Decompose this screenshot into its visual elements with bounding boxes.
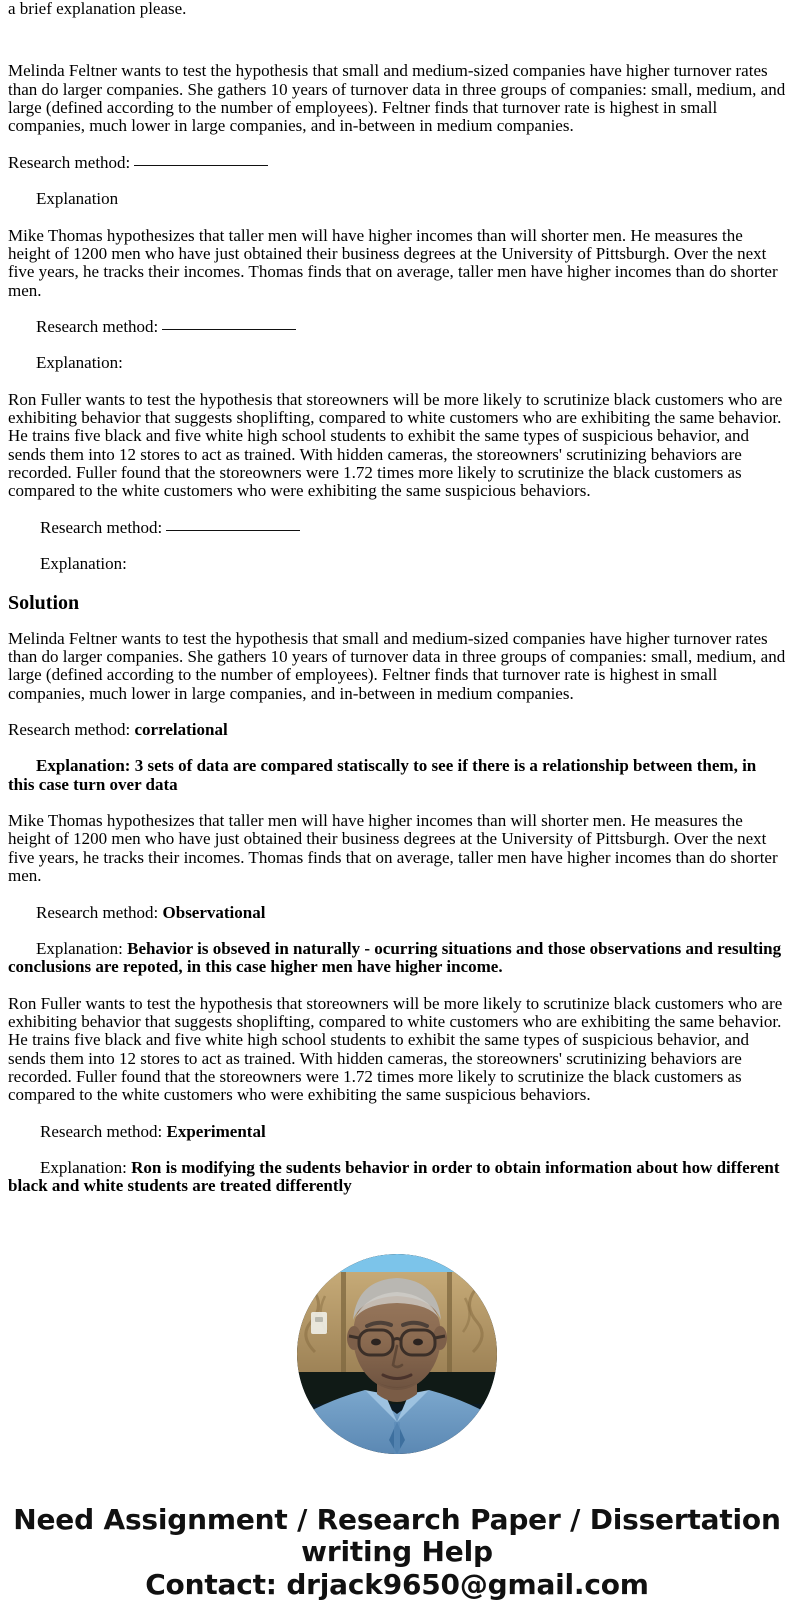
solution-paragraph-thomas: Mike Thomas hypothesizes that taller men will have higher incomes than will shorter men. He measures the height of 1200 men who have just obtained their business degrees at the University of Pittsburgh. Over the next five years, he tracks their incomes. Thomas finds that on average, taller men have higher incomes than do shorter men. <box>8 811 778 886</box>
research-method-answer: Experimental <box>166 1121 266 1141</box>
explanation-label: Explanation: <box>36 938 123 958</box>
research-method-answer: correlational <box>134 719 228 739</box>
research-method-label: Research method: <box>8 719 131 739</box>
promo-line-1: Need Assignment / Research Paper / Dissertation <box>13 1502 781 1536</box>
research-method-blank-input[interactable] <box>166 530 300 531</box>
avatar <box>297 1254 497 1454</box>
research-method-blank-input[interactable] <box>134 165 268 166</box>
solution-paragraph-feltner: Melinda Feltner wants to test the hypothesis that small and medium-sized companies have higher turnover rates than do larger companies. She gathers 10 years of turnover data in three groups of companies: small, medium, and large (defined according to the number of employees). Feltner finds that turnover rate is highest in small companies, much lower in large companies, and in-between in medium companies. <box>8 628 786 703</box>
research-method-line-fuller <box>8 519 786 537</box>
research-method-blank-input[interactable] <box>162 329 296 330</box>
top-fragment-text: a brief explanation please. <box>8 0 187 18</box>
research-method-label: Research method: <box>36 316 159 336</box>
research-method-label: Research method: <box>8 152 131 172</box>
research-method-line-thomas <box>8 318 786 336</box>
explanation-answer: 3 sets of data are compared statiscally to see if there is a relationship between them, in this case turn over data <box>8 756 757 794</box>
scenario-paragraph-fuller: Ron Fuller wants to test the hypothesis that storeowners will be more likely to scrutinize black customers who are exhibiting behavior that suggests shoplifting, compared to white customers who are exhibiting the same behavior. He trains five black and five white high school students to exhibit the same types of suspicious behavior, and sends them into 12 stores to act as trained. With hidden cameras, the storeowners' scrutinizing behaviors are recorded. Fuller found that the storeowners were 1.72 times more likely to scrutinize the black customers as compared to the white customers who were exhibiting the same suspicious behaviors. <box>8 389 783 501</box>
promo-footer <box>8 1504 786 1601</box>
research-method-line-feltner <box>8 154 786 172</box>
solution-explanation-line-fuller <box>8 1159 786 1196</box>
promo-contact-email[interactable]: Contact: drjack9650@gmail.com <box>145 1567 649 1601</box>
explanation-label: Explanation <box>36 189 119 209</box>
solution-heading: Solution <box>8 591 80 614</box>
research-method-label: Research method: <box>40 517 163 537</box>
solution-paragraph-fuller: Ron Fuller wants to test the hypothesis that storeowners will be more likely to scrutinize black customers who are exhibiting behavior that suggests shoplifting, compared to white customers who are exhibiting the same behavior. He trains five black and five white high school students to exhibit the same types of suspicious behavior, and sends them into 12 stores to act as trained. With hidden cameras, the storeowners' scrutinizing behaviors are recorded. Fuller found that the storeowners were 1.72 times more likely to scrutinize the black customers as compared to the white customers who were exhibiting the same suspicious behaviors. <box>8 993 783 1105</box>
explanation-line-thomas <box>8 354 786 372</box>
research-method-label: Research method: <box>36 902 159 922</box>
solution-explanation-line-feltner <box>8 757 786 794</box>
explanation-label: Explanation: <box>40 1158 127 1178</box>
research-method-label: Research method: <box>40 1121 163 1141</box>
avatar-container <box>8 1254 786 1454</box>
explanation-line-fuller <box>8 555 786 573</box>
explanation-answer: Behavior is obseved in naturally - ocurring situations and those observations and resulting conclusions are repoted, in this case higher men have higher income. <box>8 938 782 977</box>
solution-research-method-line-thomas <box>8 904 786 922</box>
promo-line-2: writing Help <box>301 1535 493 1569</box>
scenario-paragraph-thomas: Mike Thomas hypothesizes that taller men will have higher incomes than will shorter men. He measures the height of 1200 men who have just obtained their business degrees at the University of Pittsburgh. Over the next five years, he tracks their incomes. Thomas finds that on average, taller men have higher incomes than do shorter men. <box>8 225 778 300</box>
explanation-label: Explanation: <box>36 353 123 373</box>
explanation-label: Explanation: <box>36 756 131 776</box>
explanation-label: Explanation: <box>40 554 127 574</box>
solution-research-method-line-fuller <box>8 1123 786 1141</box>
scenario-paragraph-feltner: Melinda Feltner wants to test the hypothesis that small and medium-sized companies have higher turnover rates than do larger companies. She gathers 10 years of turnover data in three groups of companies: small, medium, and large (defined according to the number of employees). Feltner finds that turnover rate is highest in small companies, much lower in large companies, and in-between in medium companies. <box>8 61 786 136</box>
explanation-answer: Ron is modifying the sudents behavior in order to obtain information about how different black and white students are treated differently <box>8 1158 780 1196</box>
solution-research-method-line-feltner <box>8 721 786 739</box>
tutor-portrait-icon <box>297 1254 497 1454</box>
research-method-answer: Observational <box>162 902 266 922</box>
solution-explanation-line-thomas <box>8 940 786 977</box>
explanation-line-feltner <box>8 190 786 208</box>
